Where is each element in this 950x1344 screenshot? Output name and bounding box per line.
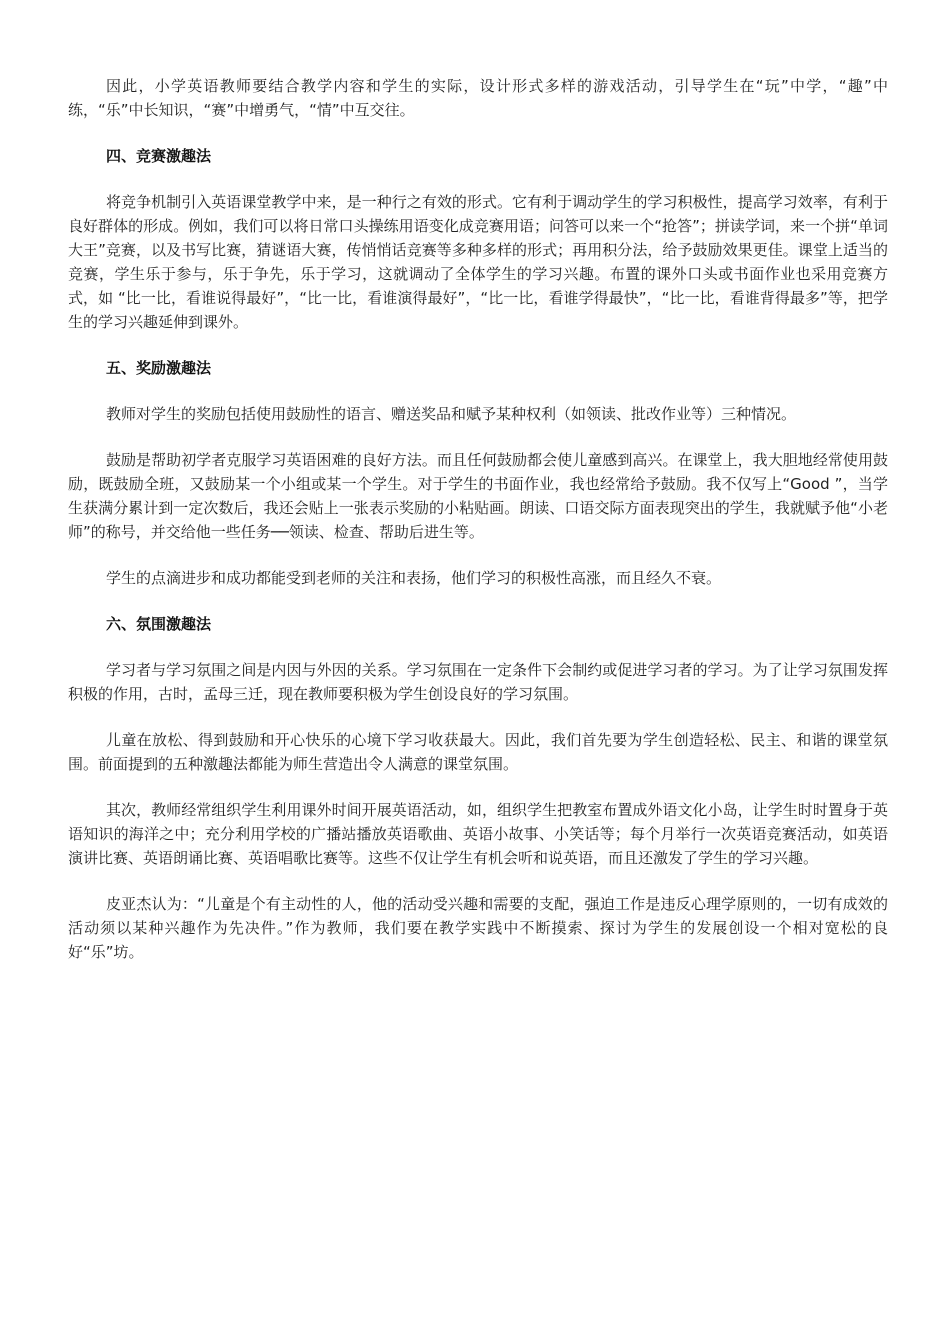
paragraph-game-summary: 因此，小学英语教师要结合教学内容和学生的实际，设计形式多样的游戏活动，引导学生在“玩”中学，“趣”中练，“乐”中长知识，“赛”中增勇气，“情”中互交往。 [68,77,888,119]
paragraph-reward-types: 教师对学生的奖励包括使用鼓励性的语言、赠送奖品和赋予某种权利（如领读、批改作业等）三种情况。 [106,405,797,423]
paragraph-classroom-atmosphere: 儿童在放松、得到鼓励和开心快乐的心境下学习收获最大。因此，我们首先要为学生创造轻松、民主、和谐的课堂氛围。前面提到的五种激趣法都能为师生营造出令人满意的课堂氛围。 [68,731,888,773]
paragraph-progress: 学生的点滴进步和成功都能受到老师的关注和表扬，他们学习的积极性高涨，而且经久不衰。 [106,569,722,587]
document-page [68,74,888,986]
paragraph-competition: 将竞争机制引入英语课堂教学中来，是一种行之有效的形式。它有利于调动学生的学习积极性，提高学习效率，有利于良好群体的形成。例如，我们可以将日常口头操练用语变化成竞赛用语；问答可以来一个“抢答”；拼读学词，来一个拼“单词大王”竞赛，以及书写比赛，猜谜语大赛，传悄悄话竞赛等多种多样的形式；再用积分法，给予鼓励效果更佳。课堂上适当的竞赛，学生乐于参与，乐于争先，乐于学习，这就调动了全体学生的学习兴趣。布置的课外口头或书面作业也采用竞赛方式，如 “比一比，看谁说得最好”，“比一比，看谁演得最好”，“比一比，看谁学得最快”，“比一比，看谁背得最多”等，把学生的学习兴趣延伸到课外。 [68,193,888,331]
section-heading-reward: 五、奖励激趣法 [106,359,212,377]
paragraph-encouragement: 鼓励是帮助初学者克服学习英语困难的良好方法。而且任何鼓励都会使儿童感到高兴。在课堂上，我大胆地经常使用鼓励，既鼓励全班，又鼓励某一个小组或某一个学生。对于学生的书面作业，我也经常给予鼓励。我不仅写上“Good ”，当学生获满分累计到一定次数后，我还会贴上一张表示奖励的小粘贴画。朗读、口语交际方面表现突出的学生，我就赋予他“小老师”的称号，并交给他一些任务──领读、检查、帮助后进生等。 [68,451,888,541]
section-heading-competition: 四、竞赛激趣法 [106,147,212,165]
section-heading-atmosphere: 六、氛围激趣法 [106,615,212,633]
paragraph-atmosphere-intro: 学习者与学习氛围之间是内因与外因的关系。学习氛围在一定条件下会制约或促进学习者的学习。为了让学习氛围发挥积极的作用，古时，孟母三迁，现在教师要积极为学生创设良好的学习氛围。 [68,661,888,703]
paragraph-extracurricular: 其次，教师经常组织学生利用课外时间开展英语活动，如，组织学生把教室布置成外语文化小岛，让学生时时置身于英语知识的海洋之中；充分利用学校的广播站播放英语歌曲、英语小故事、小笑话等；每个月举行一次英语竞赛活动，如英语演讲比赛、英语朗诵比赛、英语唱歌比赛等。这些不仅让学生有机会听和说英语，而且还激发了学生的学习兴趣。 [68,801,888,867]
paragraph-piaget-quote: 皮亚杰认为：“儿童是个有主动性的人，他的活动受兴趣和需要的支配，强迫工作是违反心理学原则的，一切有成效的活动须以某种兴趣作为先决件。”作为教师，我们要在教学实践中不断摸索、探讨为学生的发展创设一个相对宽松的良好“乐”坊。 [68,895,888,961]
